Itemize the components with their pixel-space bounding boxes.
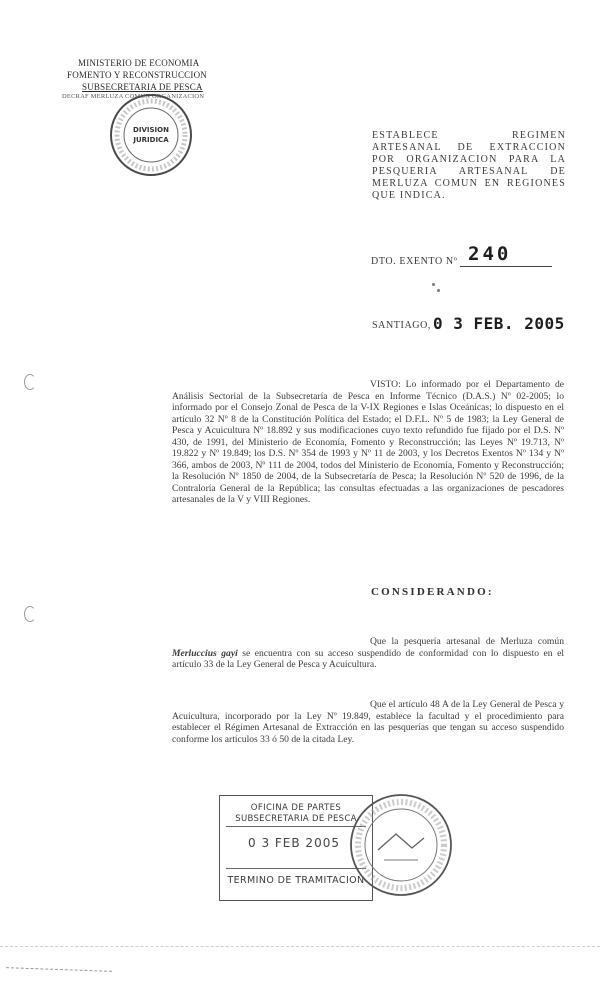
page-edge-line (0, 946, 600, 947)
stamp-office: OFICINA DE PARTES (250, 803, 342, 813)
visto-paragraph: VISTO: Lo informado por el Departamento de Análisis Sectorial de la Subsecretaría de Pesca en Informe Técnico (D.A.S.) Nº 02-2005; lo informado por el Consejo Zonal de Pesca de la V-IX Regiones e Islas Oceánicas; lo dispuesto en el artículo 32 Nº 8 de la Constitución Política del Estado; el D.F.L. Nº 5 de 1983; la Ley General de Pesca y Acuicultura Nº 18.892 y sus modificaciones cuyo texto refundido fue fijado por el D.S. Nº 430, de 1991, del Ministerio de Economía, Fomento y Reconstrucción; las Leyes Nº 19.713, Nº 19.822 y Nº 19.849; los D.S. Nº 354 de 1993 y Nº 11 de 2003, y los Decretos Exentos Nº 134 y Nº 366, ambos de 2003, Nº 111 de 2004, todos del Ministerio de Economía, Fomento y Reconstrucción; la Resolución Nº 1850 de 2004, de la Subsecretaría de Pesca; la Resolución Nº 520 de 1996, de la Contraloría General de la República; las consultas efectuadas a las organizaciones de pescadores artesanales de la V y VIII Regiones. (172, 379, 564, 505)
division-juridica-seal (108, 92, 194, 178)
decree-number-underline (460, 266, 552, 267)
header-ministry: MINISTERIO DE ECONOMIA (78, 58, 200, 68)
ministry-round-seal (346, 790, 456, 900)
c1-text-after: se encuentra con su acceso suspendido de conformidad con lo dispuesto en el artículo 33 de la Ley General de Pesca y Acuicultura. (172, 647, 564, 670)
seal-text-top: DIVISION (133, 126, 169, 134)
stamp-divider (226, 826, 366, 827)
header-subsecretaria: SUBSECRETARIA DE PESCA (82, 82, 203, 92)
header-ministry-sub: FOMENTO Y RECONSTRUCCION (67, 70, 207, 80)
considerando-heading: CONSIDERANDO: (371, 586, 494, 598)
considerando-paragraph-2: Que el artículo 48 A de la Ley General de Pesca y Acuicultura, incorporado por la Ley Nº 19.849, establece la facultad y el procedimiento para establecer el Régimen Artesanal de Extracción en las pesquerías que tengan su acceso suspendido conforme los artículos 33 ó 50 de la citada Ley. (172, 699, 564, 745)
decree-number: 240 (468, 243, 512, 265)
decree-label: DTO. EXENTO Nº (371, 256, 458, 267)
date-label: SANTIAGO, (372, 320, 432, 331)
page-edge-mark (6, 967, 112, 972)
c1-species-name: Merluccius gayi (172, 647, 238, 659)
stamp-status: TERMINO DE TRAMITACION (227, 875, 365, 886)
seal-text-bottom: JURIDICA (133, 136, 169, 144)
punch-hole (24, 374, 36, 390)
mark-dot (432, 283, 435, 286)
punch-hole (24, 606, 36, 622)
decree-title: ESTABLECE REGIMEN ARTESANAL DE EXTRACCION POR ORGANIZACION PARA LA PESQUERIA ARTESANAL DE MERLUZA COMUN EN REGIONES QUE INDICA. (372, 130, 566, 201)
stamp-divider (226, 868, 366, 869)
stamp-subsecretaria: SUBSECRETARIA DE PESCA (235, 814, 357, 824)
decree-date: 0 3 FEB. 2005 (433, 314, 565, 333)
header-reference-code: DECRAF MERLUZA COMUN ORGANIZACION (62, 93, 205, 100)
considerando-paragraph-1 (172, 636, 564, 671)
stamp-date: 0 3 FEB 2005 (248, 836, 340, 850)
c1-text-before: Que la pesquería artesanal de Merluza común (370, 636, 564, 647)
mark-dot (437, 289, 440, 292)
